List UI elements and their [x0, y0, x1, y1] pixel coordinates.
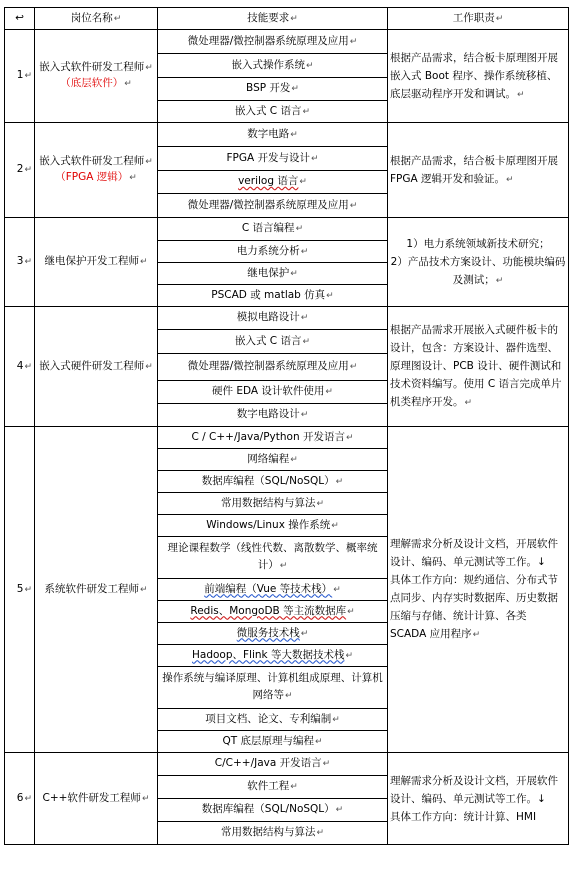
duty-text: 根据产品需求开展嵌入式硬件板卡的设计，包含：方案设计、器件选型、原理图设计、PCB 设计、硬件测试和技术资料编写。使用 C 语言完成单片机类程序开发。↵ — [388, 307, 569, 427]
position-name: 继电保护开发工程师↵ — [35, 218, 158, 307]
duty-text: 1）电力系统领域新技术研究； 2）产品技术方案设计、功能模块编码及测试；↵ — [388, 218, 569, 307]
skill-item: 网络编程↵ — [158, 449, 388, 471]
skill-item: Redis、MongoDB 等主流数据库↵ — [158, 601, 388, 623]
table-row — [5, 753, 569, 776]
skill-item: 硬件 EDA 设计软件使用↵ — [158, 381, 388, 404]
skill-item: C 语言编程↵ — [158, 218, 388, 241]
position-name: 系统软件研发工程师↵ — [35, 427, 158, 753]
duty-text: 根据产品需求，结合板卡原理图开展 FPGA 逻辑开发和验证。↵ — [388, 123, 569, 218]
duty-text: 理解需求分析及设计文档，开展软件设计、编码、单元测试等工作。↓ 具体工作方向：规约通信、分布式节点同步、内存实时数据库、历史数据压缩与存储、统计计算、各类 SCADA 应用程序↵ — [388, 427, 569, 753]
skill-item: 嵌入式 C 语言↵ — [158, 330, 388, 354]
position-name: C++软件研发工程师↵ — [35, 753, 158, 845]
table-row — [5, 218, 569, 241]
skill-item: 数字电路↵ — [158, 123, 388, 147]
skill-item: verilog 语言↵ — [158, 171, 388, 194]
skill-item: Hadoop、Flink 等大数据技术栈↵ — [158, 645, 388, 667]
skill-item: 嵌入式 C 语言↵ — [158, 101, 388, 123]
skill-item: BSP 开发↵ — [158, 78, 388, 101]
position-name: 嵌入式软件研发工程师↵ （FPGA 逻辑）↵ — [35, 123, 158, 218]
skill-item: 模拟电路设计↵ — [158, 307, 388, 330]
skill-item: 微服务技术栈↵ — [158, 623, 388, 645]
skill-item: 软件工程↵ — [158, 776, 388, 799]
row-index: 2↵ — [5, 123, 35, 218]
table-row — [5, 427, 569, 449]
skill-item: 理论课程数学（线性代数、离散数学、概率统计）↵ — [158, 537, 388, 579]
duty-text: 根据产品需求，结合板卡原理图开展嵌入式 Boot 程序、操作系统移植、底层驱动程序开发和调试。↵ — [388, 30, 569, 123]
duty-text: 理解需求分析及设计文档，开展软件设计、编码、单元测试等工作。↓ 具体工作方向：统计计算、HMI — [388, 753, 569, 845]
skill-item: 操作系统与编译原理、计算机组成原理、计算机网络等↵ — [158, 667, 388, 709]
position-name: 嵌入式软件研发工程师↵ （底层软件）↵ — [35, 30, 158, 123]
table-row — [5, 307, 569, 330]
skill-item: 继电保护↵ — [158, 263, 388, 285]
skill-item: 常用数据结构与算法↵ — [158, 822, 388, 845]
skill-item: FPGA 开发与设计↵ — [158, 147, 388, 171]
skill-item: 微处理器/微控制器系统原理及应用↵ — [158, 194, 388, 218]
row-index: 3↵ — [5, 218, 35, 307]
table-header-row — [5, 8, 569, 30]
row-index: 5↵ — [5, 427, 35, 753]
table-row — [5, 30, 569, 54]
top-cropped-text — [0, 0, 570, 7]
skill-item: 微处理器/微控制器系统原理及应用↵ — [158, 354, 388, 381]
skill-item: 项目文档、论文、专利编制↵ — [158, 709, 388, 731]
header-position: 岗位名称↵ — [35, 8, 158, 30]
skill-item: 电力系统分析↵ — [158, 241, 388, 263]
row-index: 6↵ — [5, 753, 35, 845]
skill-item: 微处理器/微控制器系统原理及应用↵ — [158, 30, 388, 54]
skill-item: 嵌入式操作系统↵ — [158, 54, 388, 78]
position-name: 嵌入式硬件研发工程师↵ — [35, 307, 158, 427]
skill-item: C/C++/Java 开发语言↵ — [158, 753, 388, 776]
row-index: 1↵ — [5, 30, 35, 123]
skill-item: 数据库编程（SQL/NoSQL）↵ — [158, 471, 388, 493]
skill-item: 前端编程（Vue 等技术栈）↵ — [158, 579, 388, 601]
job-table — [4, 7, 569, 845]
skill-item: PSCAD 或 matlab 仿真↵ — [158, 285, 388, 307]
skill-item: 数字电路设计↵ — [158, 404, 388, 427]
skill-item: Windows/Linux 操作系统↵ — [158, 515, 388, 537]
row-index: 4↵ — [5, 307, 35, 427]
skill-item: 常用数据结构与算法↵ — [158, 493, 388, 515]
skill-item: QT 底层原理与编程↵ — [158, 731, 388, 753]
header-duties: 工作职责↵ — [388, 8, 569, 30]
skill-item: C / C++/Java/Python 开发语言↵ — [158, 427, 388, 449]
header-skills: 技能要求↵ — [158, 8, 388, 30]
skill-item: 数据库编程（SQL/NoSQL）↵ — [158, 799, 388, 822]
header-marker: ↩ — [5, 8, 35, 30]
table-row — [5, 123, 569, 147]
